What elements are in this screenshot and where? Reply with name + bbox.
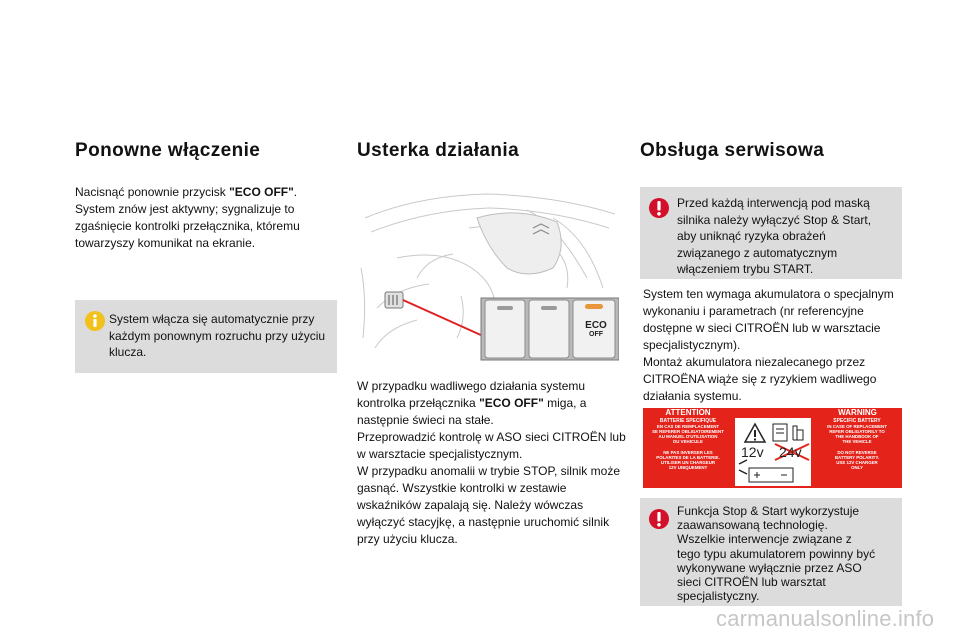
malfunction-paragraph: W przypadku wadliwego działania systemu kontrolka przełącznika "ECO OFF" miga, a następnie świeci na stałe. Przeprowadzić kontrolę w ASO sieci CITROËN lub w warsztacie specjalistycznym. W przypadku anomalii w trybie STOP, silnik może gasnąć. Wszystkie kontrolki w zestawie wskaźników zapalają się. Należy wówczas wyłączyć stacyjkę, a następnie uruchomić silnik przy użyciu klucza. — [357, 379, 626, 546]
warning-note-battery-text: Funkcja Stop & Start wykorzystuje zaawansowaną technologię. Wszelkie interwencje związane z tego typu akumulatorem powinny być wykonywane wyłącznie przez ASO sieci CITROËN lub warsztat specjalistyczny. — [677, 504, 876, 604]
section-title-maintenance: Obsługa serwisowa — [640, 140, 825, 161]
eco-off-label: "ECO OFF" — [479, 396, 544, 410]
label-attention: ATTENTION — [665, 408, 711, 417]
eco-off-label: "ECO OFF" — [229, 185, 294, 199]
eco-off-button-label: ECO OFF — [585, 320, 607, 338]
label-warning: WARNING — [838, 408, 877, 417]
eco-off-switch-figure — [357, 188, 619, 362]
warning-note-bonnet — [640, 187, 902, 279]
label-fr-text: BATTERIE SPECIFIQUE EN CAS DE REMPLACEMENT SE REFERER OBLIGATOIREMENT AU MANUEL D'UTILISATION DU VEHICULE NE PAS INVERSER LES POLARITES DE LA BATTERIE. UTILISER UN CHARGEUR 12V UNIQUEMENT — [652, 418, 724, 470]
maintenance-paragraph: System ten wymaga akumulatora o specjalnym wykonaniu i parametrach (nr referencyjne dostępne w sieci CITROËN lub w warsztacie specjalistycznym). Montaż akumulatora niezalecanego przez CITROËNA wiąże się z ryzykiem wadliwego działania systemu. — [643, 287, 894, 403]
section-title-restart: Ponowne włączenie — [75, 140, 261, 161]
restart-paragraph: Nacisnąć ponownie przycisk "ECO OFF". System znów jest aktywny; sygnalizuje to zgaśnięcie kontrolki przełącznika, któremu towarzyszy komunikat na ekranie. — [75, 185, 300, 250]
label-en-text: SPECIFIC BATTERY IN CASE OF REPLACEMENT REFER OBLIGATORILY TO THE HANDBOOK OF THE VEHICLE DO NOT REVERSE BATTERY POLARITY. USE 12V CHARGER ONLY — [827, 418, 887, 470]
battery-warning-label — [643, 408, 902, 488]
label-24v: 24v — [779, 444, 802, 460]
warning-icon — [648, 508, 670, 535]
info-note — [75, 300, 337, 373]
section-title-malfunction: Usterka działania — [357, 140, 520, 161]
info-icon — [84, 310, 106, 337]
warning-icon — [648, 197, 670, 224]
warning-note-bonnet-text: Przed każdą interwencją pod maską silnika należy wyłączyć Stop & Start, aby uniknąć ryzyka obrażeń związanego z automatycznym włączeniem trybu START. — [677, 196, 872, 276]
watermark: carmanualsonline.info — [716, 606, 935, 631]
label-12v: 12v — [741, 444, 764, 460]
info-note-text: System włącza się automatycznie przy każdym ponownym rozruchu przy użyciu klucza. — [109, 312, 326, 359]
warning-note-battery — [640, 498, 902, 606]
